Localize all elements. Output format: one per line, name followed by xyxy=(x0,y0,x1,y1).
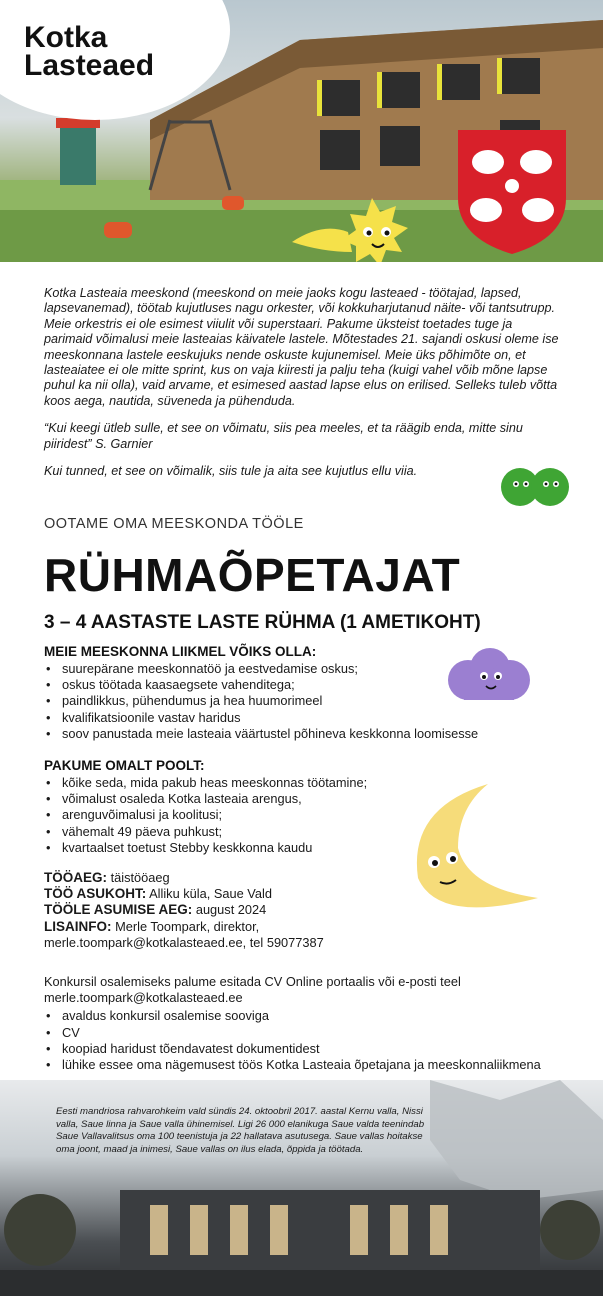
eyebrow-text: OOTAME OMA MEESKONDA TÖÖLE xyxy=(44,516,304,532)
position-title: RÜHMAÕPETAJAT xyxy=(44,549,461,601)
list-item: • CV xyxy=(44,1025,584,1041)
saue-vald-note: Eesti mandriosa rahvarohkeim vald sündis 24. oktoobril 2017. aastal Kernu valla, Nissi valla, Saue linna ja Saue valla ühinemisel. Ligi 26 000 elanikuga Saue valda teenindab Saue Vallavalitsus oma 100 teenistuja ja 22 hallatava asutusega. Saue vallas hoitakse oma joont, maad ja inimesi, Saue vallas on ilus elada, õppida ja töötada. xyxy=(56,1106,425,1155)
list-item: • kvartaalset toetust Stebby keskkonna kaudu xyxy=(44,840,564,856)
list-item: • vähemalt 49 päeva puhkust; xyxy=(44,824,564,840)
start-row: TÖÖLE ASUMISE AEG: august 2024 xyxy=(44,902,267,918)
application-section xyxy=(44,974,584,1073)
list-item: • suurepärane meeskonnatöö ja eestvedamise oskus; xyxy=(44,661,564,677)
list-item: • võimalust osaleda Kotka lasteaia arengus, xyxy=(44,791,564,807)
location-row: TÖÖ ASUKOHT: Alliku küla, Saue Vald xyxy=(44,886,272,902)
list-item: • soov panustada meie lasteaia väärtustel põhineva keskkonna loomisesse xyxy=(44,726,564,742)
list-item: • lühike essee oma nägemusest töös Kotka Lasteaia õpetajana ja meeskonnaliikmena xyxy=(44,1057,584,1073)
offer-title: PAKUME OMALT POOLT: xyxy=(44,758,205,773)
list-item: • oskus töötada kaasaegsete vahenditega; xyxy=(44,677,564,693)
green-mascots-icon xyxy=(498,464,574,510)
job-facts xyxy=(44,870,564,951)
application-text: Konkursil osalemiseks palume esitada CV Online portaalis või e-posti teel xyxy=(44,974,461,989)
purple-cloud-mascot-icon xyxy=(444,646,534,706)
worktime-row: TÖÖAEG: täistööaeg xyxy=(44,870,170,885)
sun-mascot-icon xyxy=(292,192,422,262)
list-item: • arenguvõimalusi ja koolitusi; xyxy=(44,807,564,823)
logo-line-2: Lasteaed xyxy=(24,49,155,82)
list-item: • koopiad haridust tõendavatest dokumentidest xyxy=(44,1041,584,1057)
intro-paragraph: Kotka Lasteaia meeskond (meeskond on meie jaoks kogu lasteaed - töötajad, lapsed, lapsevanemad), töötab kujutluses nagu orkester, või kokkuharjutanud näite- või tantsutrupp. Meie orkestris ei ole esimest viiulit või superstaari. Pakume üksteist toetades tuge ja parimaid võimalusi meie lasteaias käivatele lastele. Mõtestades 21. sajandi oskusi oleme ise meeskonnana lastele eeskujuks nende oskuste kujunemisel. Meie üks põhimõte on, et lasteaiatee ei ole mitte sprint, kus on vaja kiiresti ja palju teha (kuigi vahel võib mõne lapse puhul ka nii olla), vaid arvame, et esimesed aastad lapse elus on erilised. Selleks tuleb võtta koos aega, nautida, süveneda ja pühenduda. xyxy=(44,286,559,408)
list-item: • avaldus konkursil osalemise sooviga xyxy=(44,1008,584,1024)
intro-text xyxy=(44,286,564,491)
intro-closing: Kui tunned, et see on võimalik, siis tule ja aita see kujutlus ellu viia. xyxy=(44,464,418,479)
list-item: • kõike seda, mida pakub heas meeskonnas töötamine; xyxy=(44,775,564,791)
info-row: LISAINFO: Merle Toompark, direktor, xyxy=(44,918,260,934)
saue-coat-of-arms-icon xyxy=(456,128,568,256)
logo-line-1: Kotka xyxy=(24,21,108,54)
position-subtitle: 3 – 4 AASTASTE LASTE RÜHMA (1 AMETIKOHT) xyxy=(44,612,481,633)
intro-quote: “Kui keegi ütleb sulle, et see on võimatu, siis pea meeles, et ta räägib enda, mitte sinu piiridest” S. Garnier xyxy=(44,421,523,451)
contact-row[interactable]: merle.toompark@kotkalasteaed.ee, tel 59077387 xyxy=(44,934,324,950)
kotka-lasteaed-logo xyxy=(24,21,155,82)
list-item: • paindlikkus, pühendumus ja hea huumorimeel xyxy=(44,693,564,709)
hero-banner xyxy=(0,0,603,262)
list-item: • kvalifikatsioonile vastav haridus xyxy=(44,710,564,726)
application-email[interactable]: merle.toompark@kotkalasteaed.ee xyxy=(44,990,243,1006)
member-requirements-title: MEIE MEESKONNA LIIKMEL VÕIKS OLLA: xyxy=(44,644,317,659)
